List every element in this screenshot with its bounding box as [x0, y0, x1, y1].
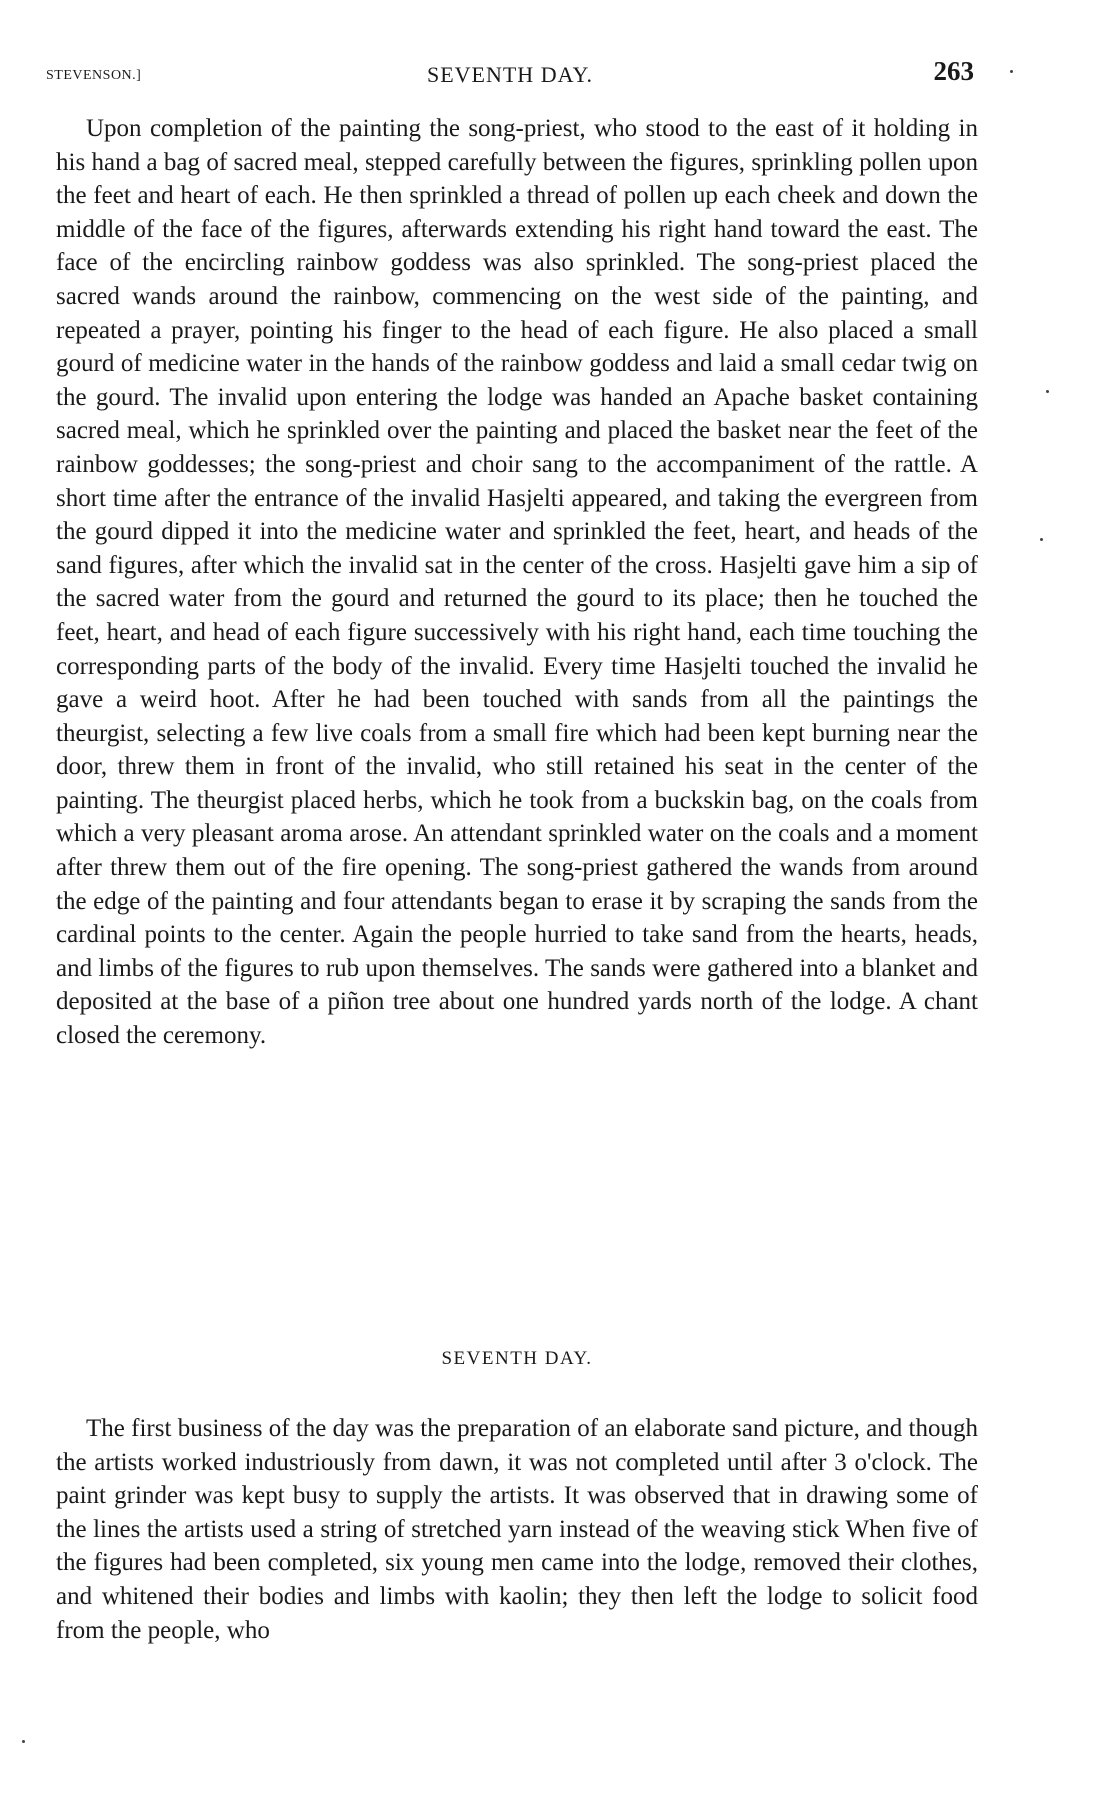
scan-speck [1010, 70, 1013, 73]
scan-speck [1040, 538, 1043, 541]
running-head [46, 56, 974, 90]
scan-speck [22, 1740, 25, 1743]
chapter-running-head: SEVENTH DAY. [426, 62, 594, 87]
scan-speck [1046, 390, 1049, 393]
page-number: 263 [933, 56, 974, 86]
author-running-head: STEVENSON.] [46, 68, 142, 83]
body-paragraph-1: Upon completion of the painting the song-priest, who stood to the east of it holding in his hand a bag of sacred meal, stepped carefully between the figures, sprinkling pollen upon the feet and heart of each. He then sprinkled a thread of pollen up each cheek and down the middle of the face of the figures, afterwards extending his right hand toward the east. The face of the encircling rainbow goddess was also sprinkled. The song-priest placed the sacred wands around the rainbow, commencing on the west side of the painting, and repeated a prayer, pointing his finger to the head of each figure. He also placed a small gourd of medicine water in the hands of the rainbow goddess and laid a small cedar twig on the gourd. The invalid upon entering the lodge was handed an Apache basket containing sacred meal, which he sprinkled over the painting and placed the basket near the feet of the rainbow goddesses; the song-priest and choir sang to the accompaniment of the rattle. A short time after the entrance of the invalid Hasjelti appeared, and taking the evergreen from the gourd dipped it into the medicine water and sprinkled the feet, heart, and heads of the sand figures, after which the invalid sat in the center of the cross. Hasjelti gave him a sip of the sacred water from the gourd and returned the gourd to its place; then he touched the feet, heart, and head of each figure successively with his right hand, each time touching the corresponding parts of the body of the invalid. Every time Hasjelti touched the invalid he gave a weird hoot. After he had been touched with sands from all the paintings the theurgist, selecting a few live coals from a small fire which had been kept burning near the door, threw them in front of the invalid, who still retained his seat in the center of the painting. The theurgist placed herbs, which he took from a buckskin bag, on the coals from which a very pleasant aroma arose. An attendant sprinkled water on the coals and a moment after threw them out of the fire opening. The song-priest gathered the wands from around the edge of the painting and four attendants began to erase it by scraping the sands from the cardinal points to the center. Again the people hurried to take sand from the hearts, heads, and limbs of the figures to rub upon themselves. The sands were gathered into a blanket and deposited at the base of a piñon tree about one hundred yards north of the lodge. A chant closed the ceremony. [56, 115, 978, 1050]
section-heading: SEVENTH DAY. [441, 1348, 593, 1369]
body-paragraph-2: The first business of the day was the preparation of an elaborate sand picture, and though the artists worked industriously from dawn, it was not completed until after 3 o'clock. The paint grinder was kept busy to supply the artists. It was observed that in drawing some of the lines the artists used a string of stretched yarn instead of the weaving stick When five of the figures had been completed, six young men came into the lodge, removed their clothes, and whitened their bodies and limbs with kaolin; they then left the lodge to solicit food from the people, who [56, 1415, 978, 1644]
